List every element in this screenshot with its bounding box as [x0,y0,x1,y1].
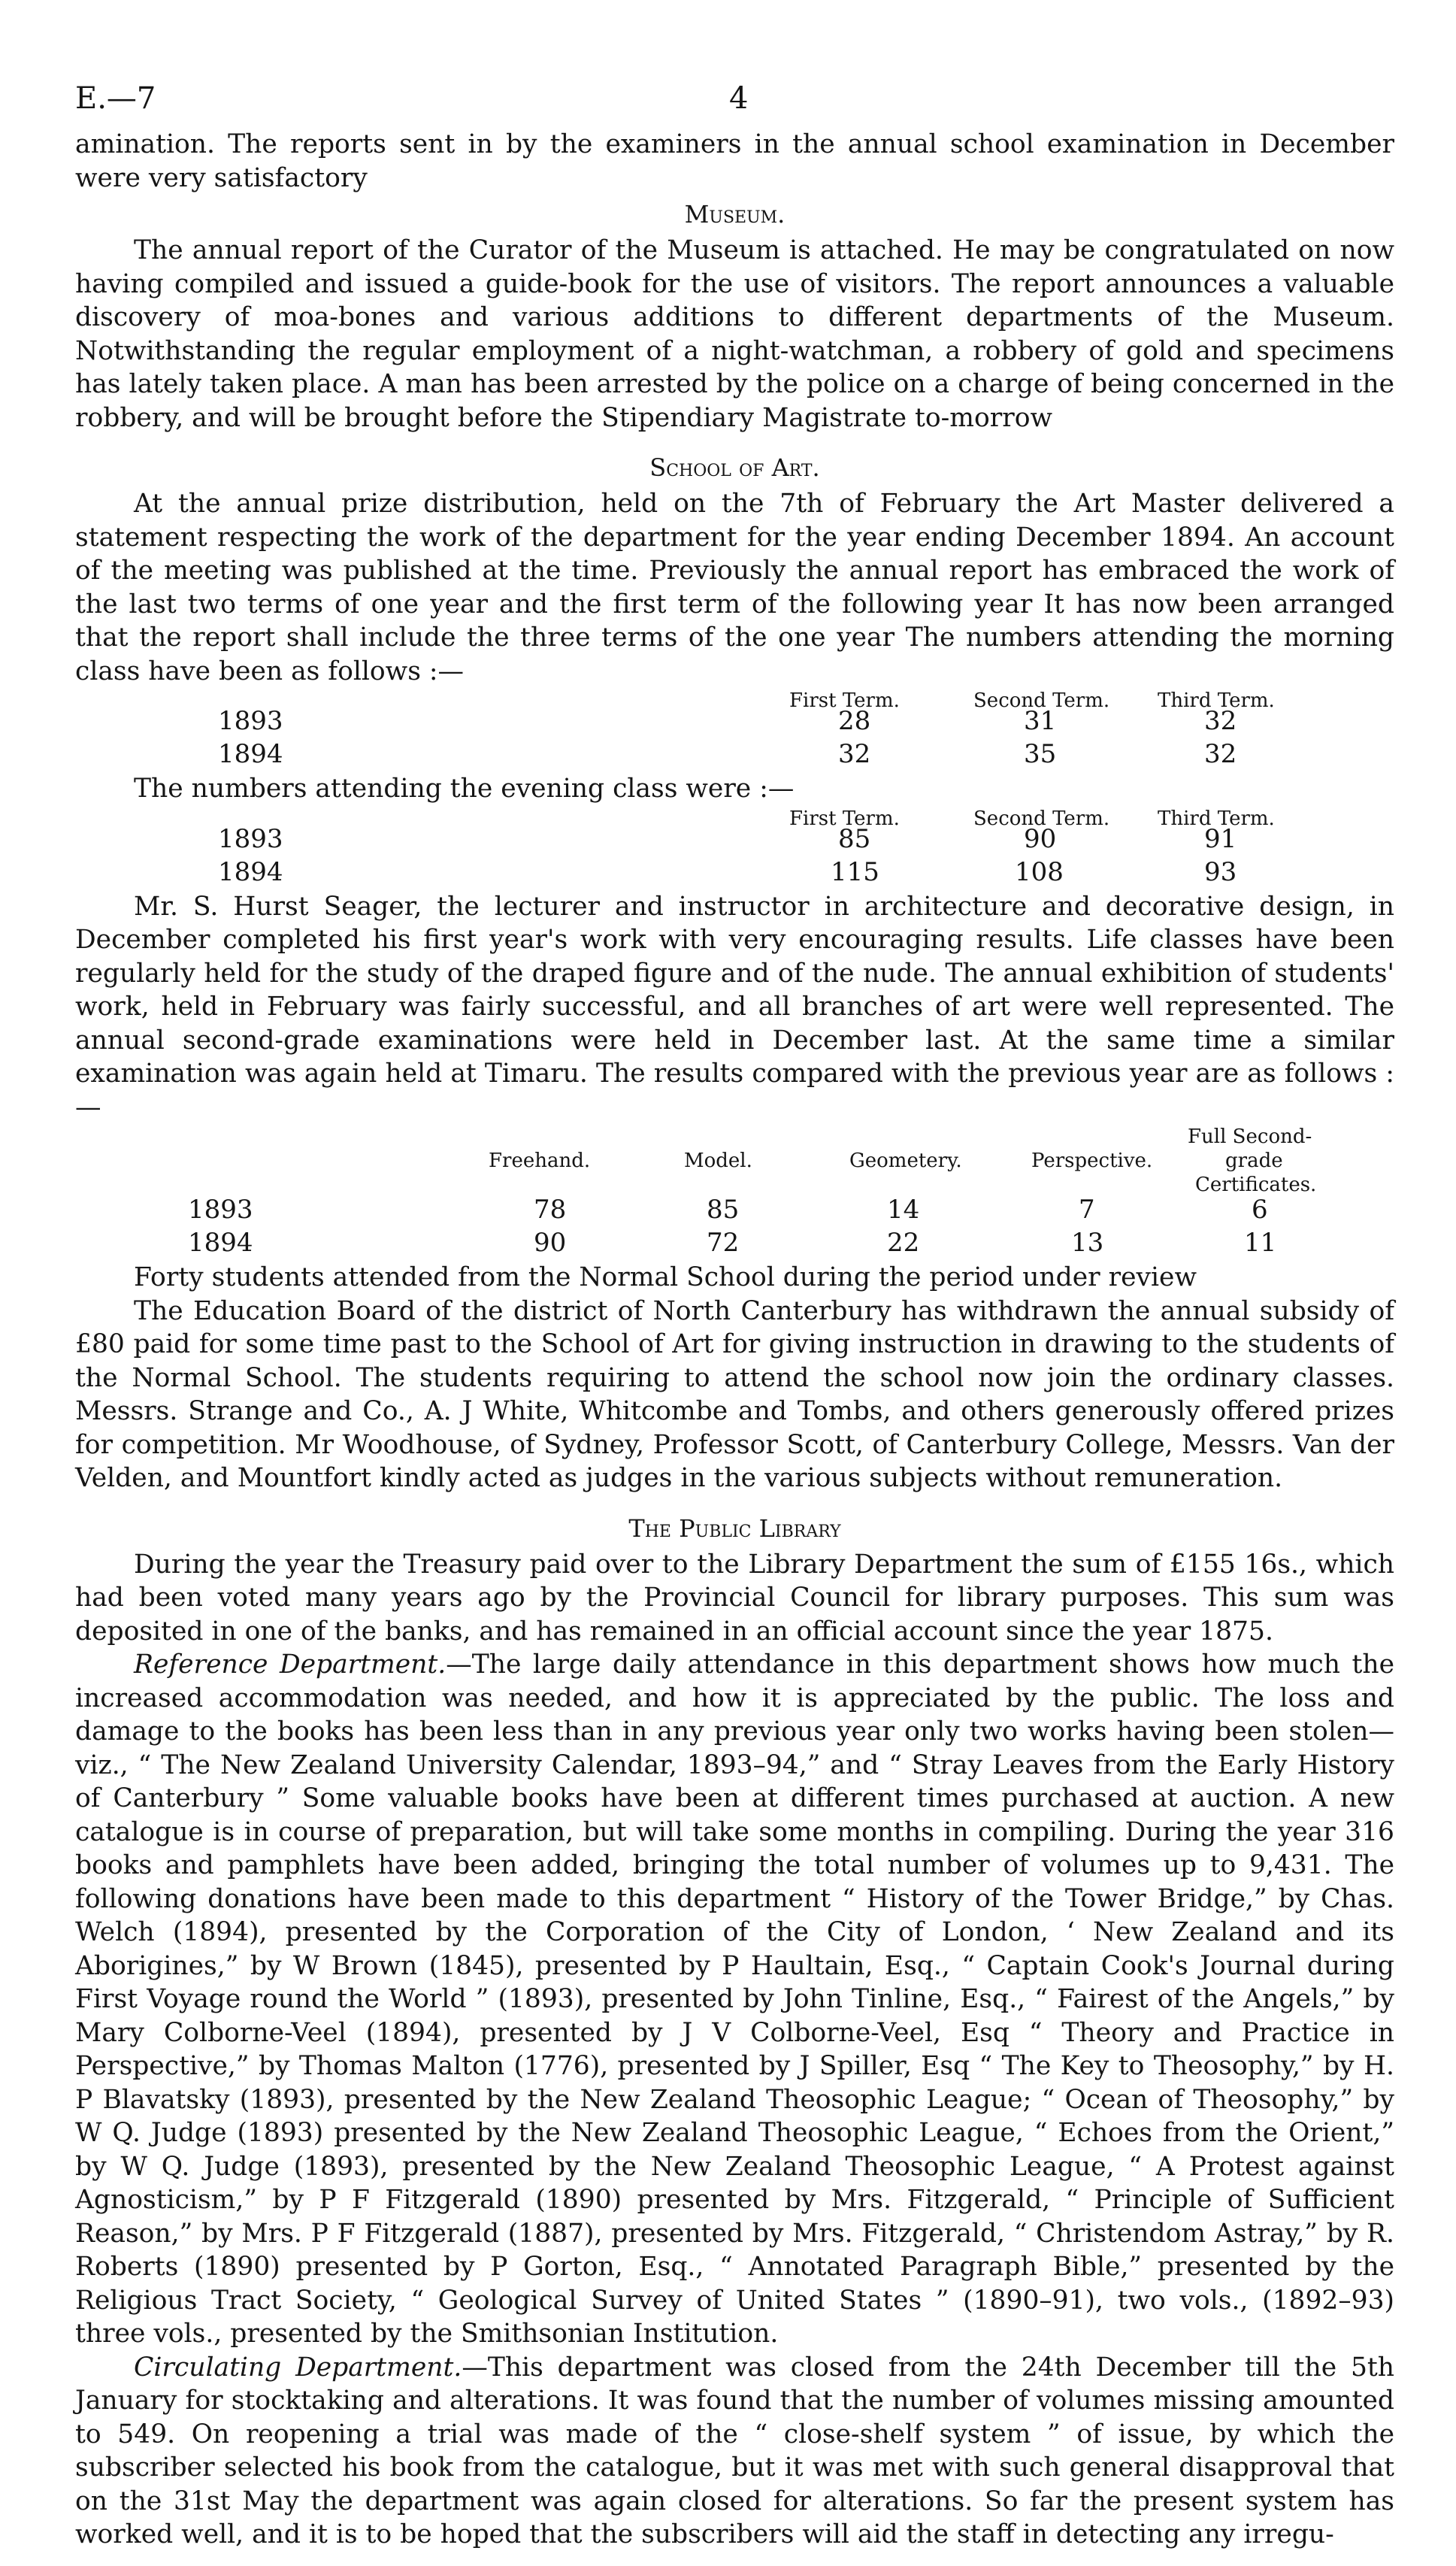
cell: 72 [707,1228,740,1258]
cell: 31 [1024,706,1057,736]
circulating-department-text: —This department was closed from the 24th December till the 5th January for stocktaking and alterations. It was found that the number of volumes missing amounted to 549. On reopening a trial was made of the “ close-shelf system ” of issue, by which the subscriber selected his book from the catalogue, but it was met with such general disapproval that on the 31st May the department was again closed for alterations. So far the present system has worked well, and it is to be hoped that the subscribers will aid the staff in detecting any irregu- [75,2352,1394,2549]
cell: 78 [534,1195,567,1225]
row-year: 1893 [188,1195,253,1225]
museum-heading: Museum. [684,200,786,229]
art-heading: School of Art. [649,453,820,482]
row-year: 1894 [218,856,283,887]
col-header: Third Term. [1158,807,1275,830]
row-year: 1893 [218,823,283,854]
museum-paragraph: The annual report of the Curator of the Museum is attached. He may be congratulated on now having compiled and issued a guide-book for the use of visitors. The report announces a valuable discovery of moa-bones and various additions to different departments of the Museum. Notwithstanding the regular employment of a night-watchman, a robbery of gold and specimens has lately taken place. A man has been arrested by the police on a charge of being concerned in the robbery, and will be brought before the Stipendiary Magistrate to-morrow [75,235,1394,433]
row-year: 1893 [218,706,283,736]
exam-results-table [75,1124,1394,1261]
document-page [75,0,1394,2552]
reference-department-title: Reference Department. [134,1650,446,1680]
cell: 13 [1071,1228,1104,1258]
intro-paragraph: amination. The reports sent in by the examiners in the annual school examination in December were very satisfactory [75,129,1394,193]
page-header [75,0,1394,128]
cell: 32 [1204,739,1237,769]
col-header: Geometery. [849,1150,962,1172]
col-header: First Term. [789,689,900,712]
circulating-department-paragraph [75,2351,1394,2552]
art-paragraph-2: Mr. S. Hurst Seager, the lecturer and instructor in architecture and decorative design, in December completed his first year's work with very encouraging results. Life classes have been regularly held for the study of the draped figure and of the nude. The annual exhibition of students' work, held in February was fairly successful, and all branches of art were well represented. The annual second-grade examinations were held in December last. At the same time a similar examination was again held at Timaru. The results compared with the previous year are as follows :— [75,891,1394,1122]
cell: 11 [1244,1228,1277,1258]
row-year: 1894 [218,739,283,769]
report-code: E.—7 [75,81,156,116]
col-header: Third Term. [1158,689,1275,712]
col-header: Perspective. [1031,1150,1153,1172]
art-paragraph-4: The Education Board of the district of North Canterbury has withdrawn the annual subsidy of £80 paid for some time past to the School of Art for giving instruction in drawing to the students of the Normal School. The students requiring to attend the school now join the ordinary classes. Messrs. Strange and Co., A. J White, Whitcombe and Tombs, and others generously offered prizes for competition. Mr Woodhouse, of Sydney, Professor Scott, of Canterbury College, Messrs. Van der Velden, and Mountfort kindly acted as judges in the various subjects without remuneration. [75,1295,1394,1493]
cell: 22 [887,1228,920,1258]
evening-intro: The numbers attending the evening class were :— [134,774,795,804]
col-header: Freehand. [489,1150,591,1172]
col-header: First Term. [789,807,900,830]
cell: 32 [838,739,871,769]
row-year: 1894 [188,1228,253,1258]
col-header: Model. [684,1150,752,1172]
cell: 90 [1024,823,1057,854]
cell: 7 [1079,1195,1095,1225]
cell: 85 [838,823,871,854]
col-header: grade [1225,1150,1283,1172]
cell: 14 [887,1195,920,1225]
library-heading: The Public Library [628,1513,841,1543]
evening-class-table [75,806,1394,890]
cell: 93 [1204,856,1237,887]
library-paragraph-1: During the year the Treasury paid over to the Library Department the sum of £155 16s., which had been voted many years ago by the Provincial Council for library purposes. This sum was deposited in one of the banks, and has remained in an official account since the year 1875. [75,1549,1394,1647]
cell: 6 [1252,1195,1268,1225]
reference-department-text: —The large daily attendance in this department shows how much the increased accommodation was needed, and how it is appreciated by the public. The loss and damage to the books has been less than in any previous year only two works having been stolen—viz., “ The New Zealand University Calendar, 1893–94,” and “ Stray Leaves from the Early History of Canterbury ” Some valuable books have been at different times purchased at auction. A new catalogue is in course of preparation, but will take some months in compiling. During the year 316 books and pamphlets have been added, bringing the total number of volumes up to 9,431. The following donations have been made to this department “ History of the Tower Bridge,” by Chas. Welch (1894), presented by the Corporation of the City of London, ‘ New Zealand and its Aborigines,” by W Brown (1845), presented by P Haultain, Esq., “ Captain Cook's Journal during First Voyage round the World ” (1893), presented by John Tinline, Esq., “ Fairest of the Angels,” by Mary Colborne-Veel (1894), presented by J V Colborne-Veel, Esq “ Theory and Practice in Perspective,” by Thomas Malton (1776), presented by J Spiller, Esq “ The Key to Theosophy,” by H. P Blavatsky (1893), presented by the New Zealand Theosophic League; “ Ocean of Theosophy,” by W Q. Judge (1893) presented by the New Zealand Theosophic League, “ Echoes from the Orient,” by W Q. Judge (1893), presented by the New Zealand Theosophic League, “ A Protest against Agnosticism,” by P F Fitzgerald (1890) presented by Mrs. Fitzgerald, “ Principle of Sufficient Reason,” by Mrs. P F Fitzgerald (1887), presented by Mrs. Fitzgerald, “ Christendom Astray,” by R. Roberts (1890) presented by P Gorton, Esq., “ Annotated Paragraph Bible,” presented by the Religious Tract Society, “ Geological Survey of United States ” (1890–91), two vols., (1892–93) three vols., presented by the Smithsonian Institution. [75,1650,1394,2349]
cell: 35 [1024,739,1057,769]
art-paragraph-1: At the annual prize distribution, held on the 7th of February the Art Master delivered a statement respecting the work of the department for the year ending December 1894. An account of the meeting was published at the time. Previously the annual report has embraced the work of the last two terms of one year and the first term of the following year It has now been arranged that the report shall include the three terms of the one year The numbers attending the morning class have been as follows :— [75,489,1394,686]
morning-class-table [75,688,1394,772]
cell: 28 [838,706,871,736]
circulating-department-title: Circulating Department. [134,2352,462,2383]
cell: 108 [1015,856,1064,887]
col-header: Full Second- [1188,1125,1312,1148]
cell: 90 [534,1228,567,1258]
cell: 32 [1204,706,1237,736]
col-header: Certificates. [1195,1174,1317,1196]
col-header: Second Term. [973,807,1110,830]
cell: 91 [1204,823,1237,854]
reference-department-paragraph [75,1648,1394,2351]
cell: 115 [831,856,879,887]
art-paragraph-3: Forty students attended from the Normal School during the period under review [134,1262,1197,1292]
page-number: 4 [729,81,749,116]
cell: 85 [707,1195,740,1225]
col-header: Second Term. [973,689,1110,712]
